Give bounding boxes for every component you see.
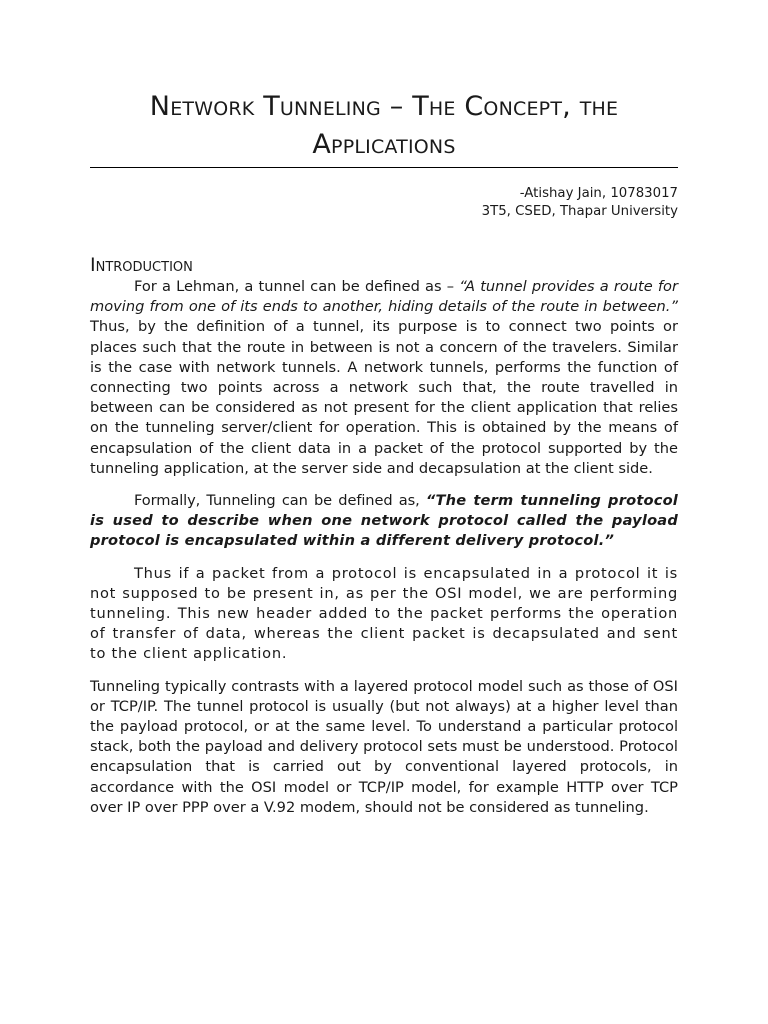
paragraph-layered-protocols: Tunneling typically contrasts with a layered protocol model such as those of OSI or TCP/IP. The tunnel protocol is usually (but not always) at a higher level than the payload protocol, or at the same level. To understand a particular protocol stack, both the payload and delivery protocol sets must be understood. Protocol encapsulation that is carried out by conventional layered protocols, in accordance with the OSI model or TCP/IP model, for example HTTP over TCP over IP over PPP over a V.92 modem, should not be considered as tunneling. xyxy=(90,677,678,816)
section-heading: Introduction xyxy=(90,254,193,276)
paragraph-intro-rest: Thus, by the definition of a tunnel, its purpose is to connect two points or places such that the route in between is not a concern of the travelers. Similar is the case with network tunnels. A network tunnels, performs the function of connecting two points across a network such that, the route travelled in between can be considered as not present for the client application that relies on the tunneling server/client for operation. This is obtained by the means of encapsulation of the client data in a packet of the protocol supported by the tunneling application, at the server side and decapsulation at the client side. xyxy=(90,318,678,477)
paragraph-intro-lead: For a Lehman, a tunnel can be defined as – xyxy=(134,278,460,295)
paragraph-formal-lead: Formally, Tunneling can be defined as, xyxy=(134,492,426,510)
author-name-line: -Atishay Jain, 10783017 xyxy=(519,186,678,201)
document-title: Network Tunneling – The Concept, the Applications xyxy=(149,91,619,160)
paragraph-osi-encapsulation: Thus if a packet from a protocol is encapsulated in a protocol it is not supposed to be present in, as per the OSI model, we are performing tunneling. This new header added to the packet performs the operation of transfer of data, whereas the client packet is decapsulated and sent to the client application. xyxy=(90,564,678,663)
paragraph-intro xyxy=(90,277,678,479)
author-affiliation-line: 3T5, CSED, Thapar University xyxy=(481,204,678,219)
tunneling-protocol-definition: “The term tunneling protocol is used to describe when one network protocol called the payload protocol is encapsulated within a different delivery protocol.” xyxy=(90,492,679,550)
title-divider xyxy=(90,167,678,168)
document-page xyxy=(90,88,678,818)
paragraph-formal-definition xyxy=(90,491,678,552)
author-block xyxy=(90,185,678,221)
tunnel-definition-quote: “A tunnel provides a route for moving from one of its ends to another, hiding details of the route in between.” xyxy=(90,278,678,316)
